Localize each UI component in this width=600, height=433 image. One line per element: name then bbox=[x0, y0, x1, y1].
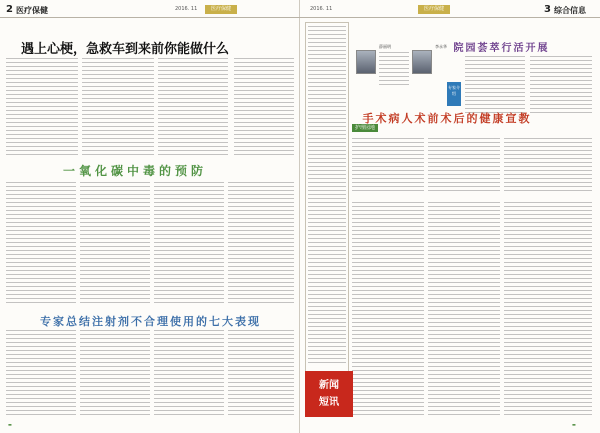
expert-name-b: 李永华 bbox=[435, 44, 447, 49]
article-text-block bbox=[80, 330, 150, 418]
expert-photo-a bbox=[356, 50, 376, 74]
left-page-header bbox=[0, 4, 300, 18]
expert-name-a: 薛丽明 bbox=[379, 44, 391, 49]
article-text-block bbox=[352, 138, 424, 194]
left-section-title: 医疗保健 bbox=[16, 6, 48, 15]
article-text-block bbox=[228, 330, 294, 418]
news-badge-line1: 新闻 bbox=[319, 380, 339, 391]
left-page-date: 2016. 11 bbox=[175, 6, 198, 12]
article-text-block bbox=[530, 56, 592, 116]
article-text-block bbox=[154, 330, 224, 418]
right-section-title: 综合信息 bbox=[554, 6, 586, 15]
article-text-block bbox=[428, 138, 500, 194]
expert-intro-tag: 专家介绍 bbox=[447, 82, 461, 106]
article-text-block bbox=[80, 182, 150, 304]
sidebar-text bbox=[308, 26, 346, 366]
article-text-block bbox=[158, 58, 228, 156]
right-footer-mark: ▬ bbox=[572, 422, 576, 427]
article-text-block bbox=[6, 330, 76, 418]
right-page-date: 2016. 11 bbox=[310, 6, 333, 12]
headline-hospital-news: 院园荟萃行活开展 bbox=[453, 43, 550, 54]
article-text-block bbox=[504, 138, 592, 194]
article-text-block bbox=[6, 58, 78, 156]
left-page-number: 2 bbox=[6, 4, 13, 15]
masthead-logo: 医疗保健 bbox=[205, 5, 237, 14]
right-page-number: 3 bbox=[544, 4, 551, 15]
headline-injection-misuse: 专家总结注射剂不合理使用的七大表现 bbox=[40, 315, 261, 328]
news-badge-line2: 短讯 bbox=[319, 397, 339, 408]
expert-photo-b bbox=[412, 50, 432, 74]
article-text-block bbox=[154, 182, 224, 304]
article-text-block bbox=[352, 202, 424, 416]
headline-co-poisoning: 一氧化碳中毒的预防 bbox=[62, 164, 207, 178]
masthead-logo-right: 医疗保健 bbox=[418, 5, 450, 14]
expert-bio-a bbox=[379, 52, 409, 88]
news-briefs-badge bbox=[305, 371, 353, 417]
headline-surgery-education: 手术病人术前术后的健康宣教 bbox=[362, 112, 532, 125]
article-text-block bbox=[465, 56, 525, 116]
article-text-block bbox=[82, 58, 154, 156]
left-footer-mark: ▬ bbox=[8, 422, 12, 427]
right-page-header bbox=[300, 4, 600, 18]
article-text-block bbox=[234, 58, 294, 156]
article-text-block bbox=[6, 182, 76, 304]
article-text-block bbox=[504, 202, 592, 416]
article-text-block bbox=[428, 202, 500, 416]
nursing-tag: 护理园地 bbox=[352, 124, 378, 132]
headline-heart-attack: 遇上心梗，急救车到来前你能做什么 bbox=[20, 42, 229, 57]
article-text-block bbox=[228, 182, 294, 304]
